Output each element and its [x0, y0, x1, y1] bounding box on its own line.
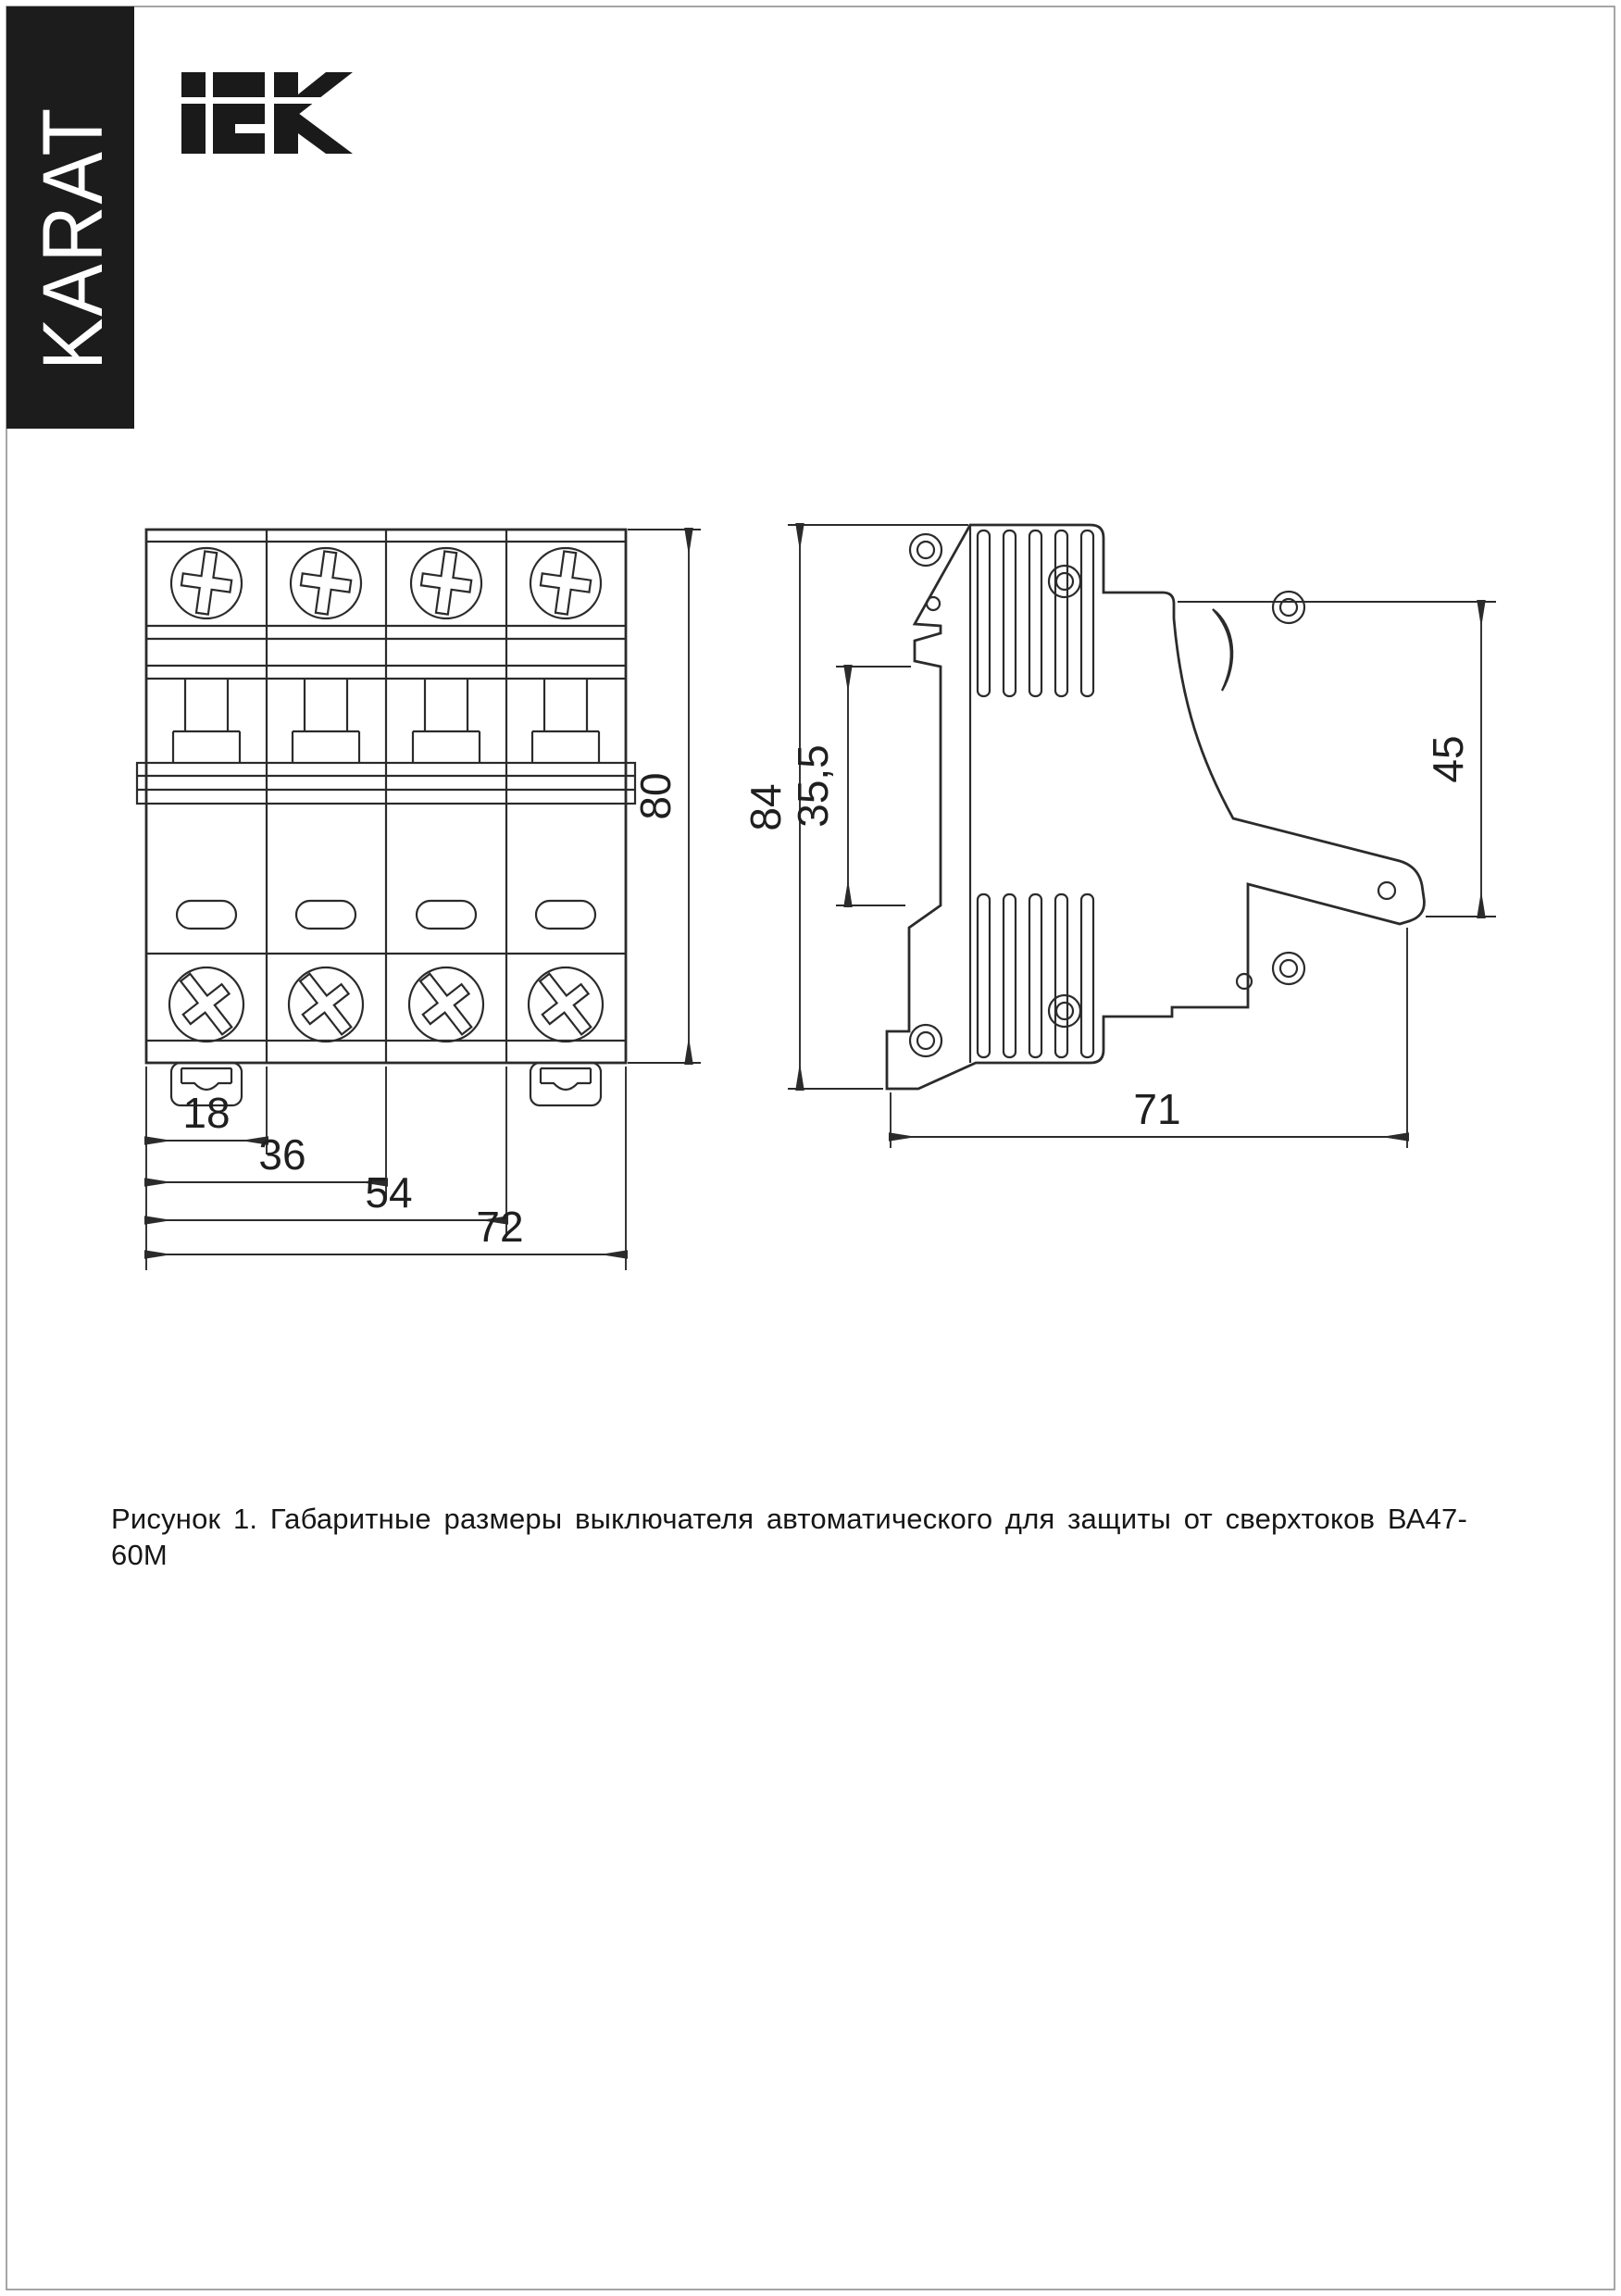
breaker-side-view	[887, 525, 1424, 1089]
karat-sidebar	[6, 6, 134, 429]
breaker-front-view	[137, 530, 635, 1105]
side-view-dimension-labels	[742, 735, 1472, 1133]
side-vent-ribs-top	[978, 530, 1093, 696]
iek-logo-k-lower-arm	[298, 113, 353, 154]
iek-logo-gap	[178, 97, 359, 104]
dim-label-71: 71	[1133, 1085, 1181, 1133]
side-body-outline	[887, 525, 1424, 1089]
side-vent-ribs-bottom	[978, 894, 1093, 1057]
dim-label-80: 80	[631, 772, 680, 820]
iek-logo-e-mid	[233, 104, 265, 124]
dim-label-84: 84	[742, 783, 790, 831]
dim-label-72: 72	[476, 1203, 524, 1251]
page-border	[6, 6, 1615, 2290]
iek-logo-e-top	[213, 72, 265, 97]
side-pin-hole	[1237, 974, 1252, 989]
dim-label-45: 45	[1424, 735, 1472, 783]
iek-logo-i-dot	[181, 72, 206, 97]
iek-logo-i-stem	[181, 104, 206, 154]
dim-label-18: 18	[182, 1089, 231, 1137]
iek-logo	[178, 72, 359, 154]
side-curved-slot	[1213, 609, 1232, 691]
iek-logo-e-bottom	[233, 133, 265, 154]
front-view-dimension-labels	[182, 772, 680, 1251]
side-terminal-hole	[1378, 882, 1395, 899]
front-view-dimensions	[146, 530, 701, 1270]
karat-label: KARAT	[26, 83, 120, 370]
iek-logo-e-spine	[213, 104, 235, 154]
figure-caption: Рисунок 1. Габаритные размеры выключателя автоматического для защиты от сверхтоков ВА47-60М	[111, 1503, 1467, 1571]
iek-logo-k-stem	[274, 72, 298, 154]
side-view-dimensions	[788, 525, 1496, 1148]
iek-logo-k-upper-arm	[298, 72, 353, 115]
dim-label-54: 54	[365, 1168, 413, 1217]
side-pin-hole	[927, 597, 940, 610]
dim-label-35-5: 35,5	[789, 744, 837, 828]
side-rivets	[910, 534, 1395, 1056]
dim-label-36: 36	[258, 1130, 306, 1179]
